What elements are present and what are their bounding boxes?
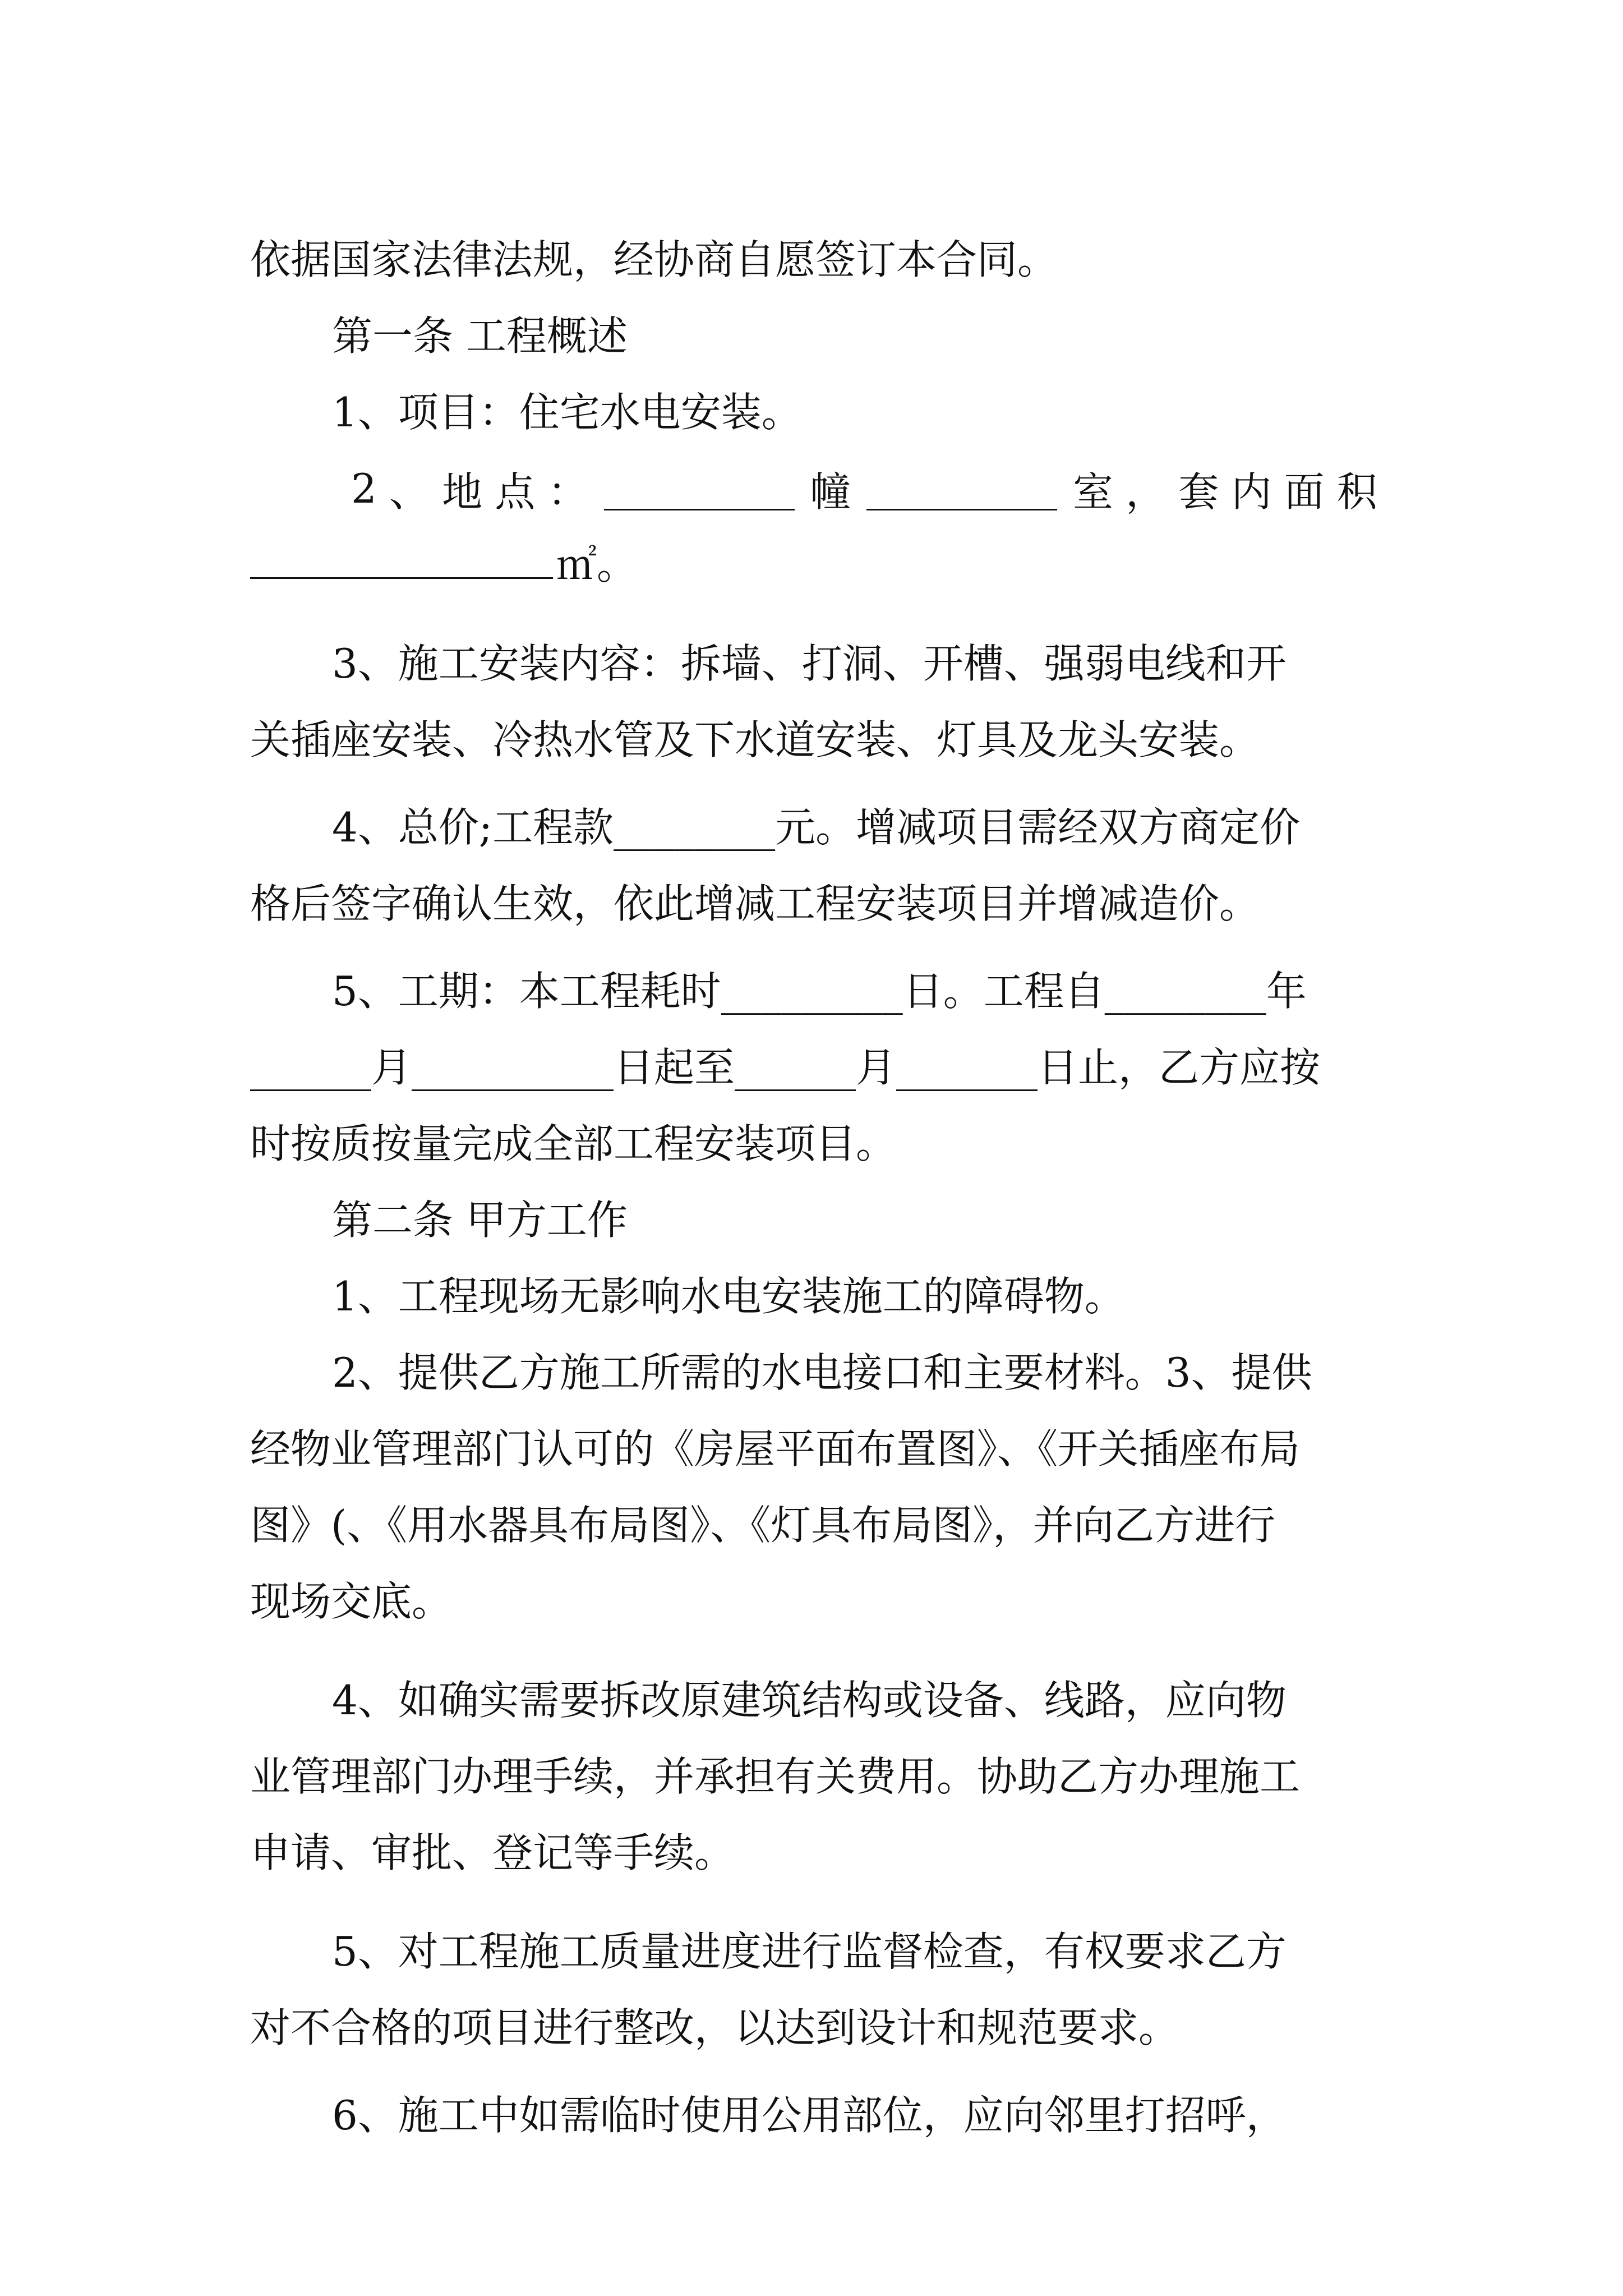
clause-1-3-content: 3、施工安装内容：拆墙、打洞、开槽、强弱电线和开 [332,640,1287,687]
clause-2-2-materials: 2、提供乙方施工所需的水电接口和主要材料。3、提供 [332,1349,1312,1396]
location-num: 2 [351,465,377,512]
preamble-text: 依据国家法律法规，经协商自愿签订本合同。 [250,236,1058,283]
clause-1-5-period: 5、工期：本工程耗时_________日。工程自________年 [332,968,1307,1015]
document-body [250,222,1377,2154]
area-char-2: 内 [1231,468,1272,516]
area-line [250,527,1377,603]
room-unit: 室 [1073,468,1114,516]
location-colon: ： [547,468,588,516]
room-blank[interactable] [866,467,1057,510]
clause-2-4-alteration-cont: 业管理部门办理手续，并承担有关费用。协助乙方办理施工 [250,1753,1301,1800]
building-unit: 幢 [810,468,851,516]
clause-2-5-inspection-cont: 对不合格的项目进行整改，以达到设计和规范要求。 [250,2004,1179,2051]
area-unit: ㎡。 [556,541,638,588]
area-char-3: 面 [1284,468,1325,516]
location-comma: ， [1126,468,1166,516]
clause-2-4-alteration: 4、如确实需要拆改原建筑结构或设备、线路，应向物 [332,1677,1287,1724]
clause-2-6-public-area: 6、施工中如需临时使用公用部位，应向邻里打招呼， [332,2092,1287,2139]
location-char-2: 点 [495,468,536,516]
area-char-1: 套 [1178,468,1219,516]
building-blank[interactable] [604,467,795,510]
clause-2-5-inspection: 5、对工程施工质量进度进行监督检查，有权要求乙方 [332,1928,1287,1975]
clause-2-3-drawings: 经物业管理部门认可的《房屋平面布置图》、《开关插座布局 [250,1425,1301,1473]
location-sep: 、 [389,468,430,516]
article-1-heading: 第一条 工程概述 [332,312,628,360]
clause-1-1-project: 1、项目：住宅水电安装。 [332,389,802,436]
clause-1-5-period-cont: 时按质按量完成全部工程安装项目。 [250,1120,897,1167]
clause-1-5-period-dates: ______月__________日起至______月_______日止，乙方应按 [250,1044,1321,1091]
clause-1-2-location [250,450,1377,527]
area-char-4: 积 [1336,468,1377,516]
clause-2-3-drawings-cont: 图》(、《用水器具布局图》、《灯具布局图》，并向乙方进行 [250,1502,1276,1549]
area-blank[interactable] [250,536,553,579]
clause-1-3-content-cont: 关插座安装、冷热水管及下水道安装、灯具及龙头安装。 [250,716,1260,763]
clause-2-4-alteration-end: 申请、审批、登记等手续。 [250,1829,735,1876]
clause-1-4-price-cont: 格后签字确认生效，依此增减工程安装项目并增减造价。 [250,880,1260,927]
clause-1-4-price: 4、总价;工程款________元。增减项目需经双方商定价 [332,804,1301,851]
clause-2-3-drawings-end: 现场交底。 [250,1578,453,1625]
article-2-heading: 第二条 甲方工作 [332,1197,628,1244]
clause-2-1-site: 1、工程现场无影响水电安装施工的障碍物。 [332,1273,1125,1320]
location-char-1: 地 [442,468,483,516]
